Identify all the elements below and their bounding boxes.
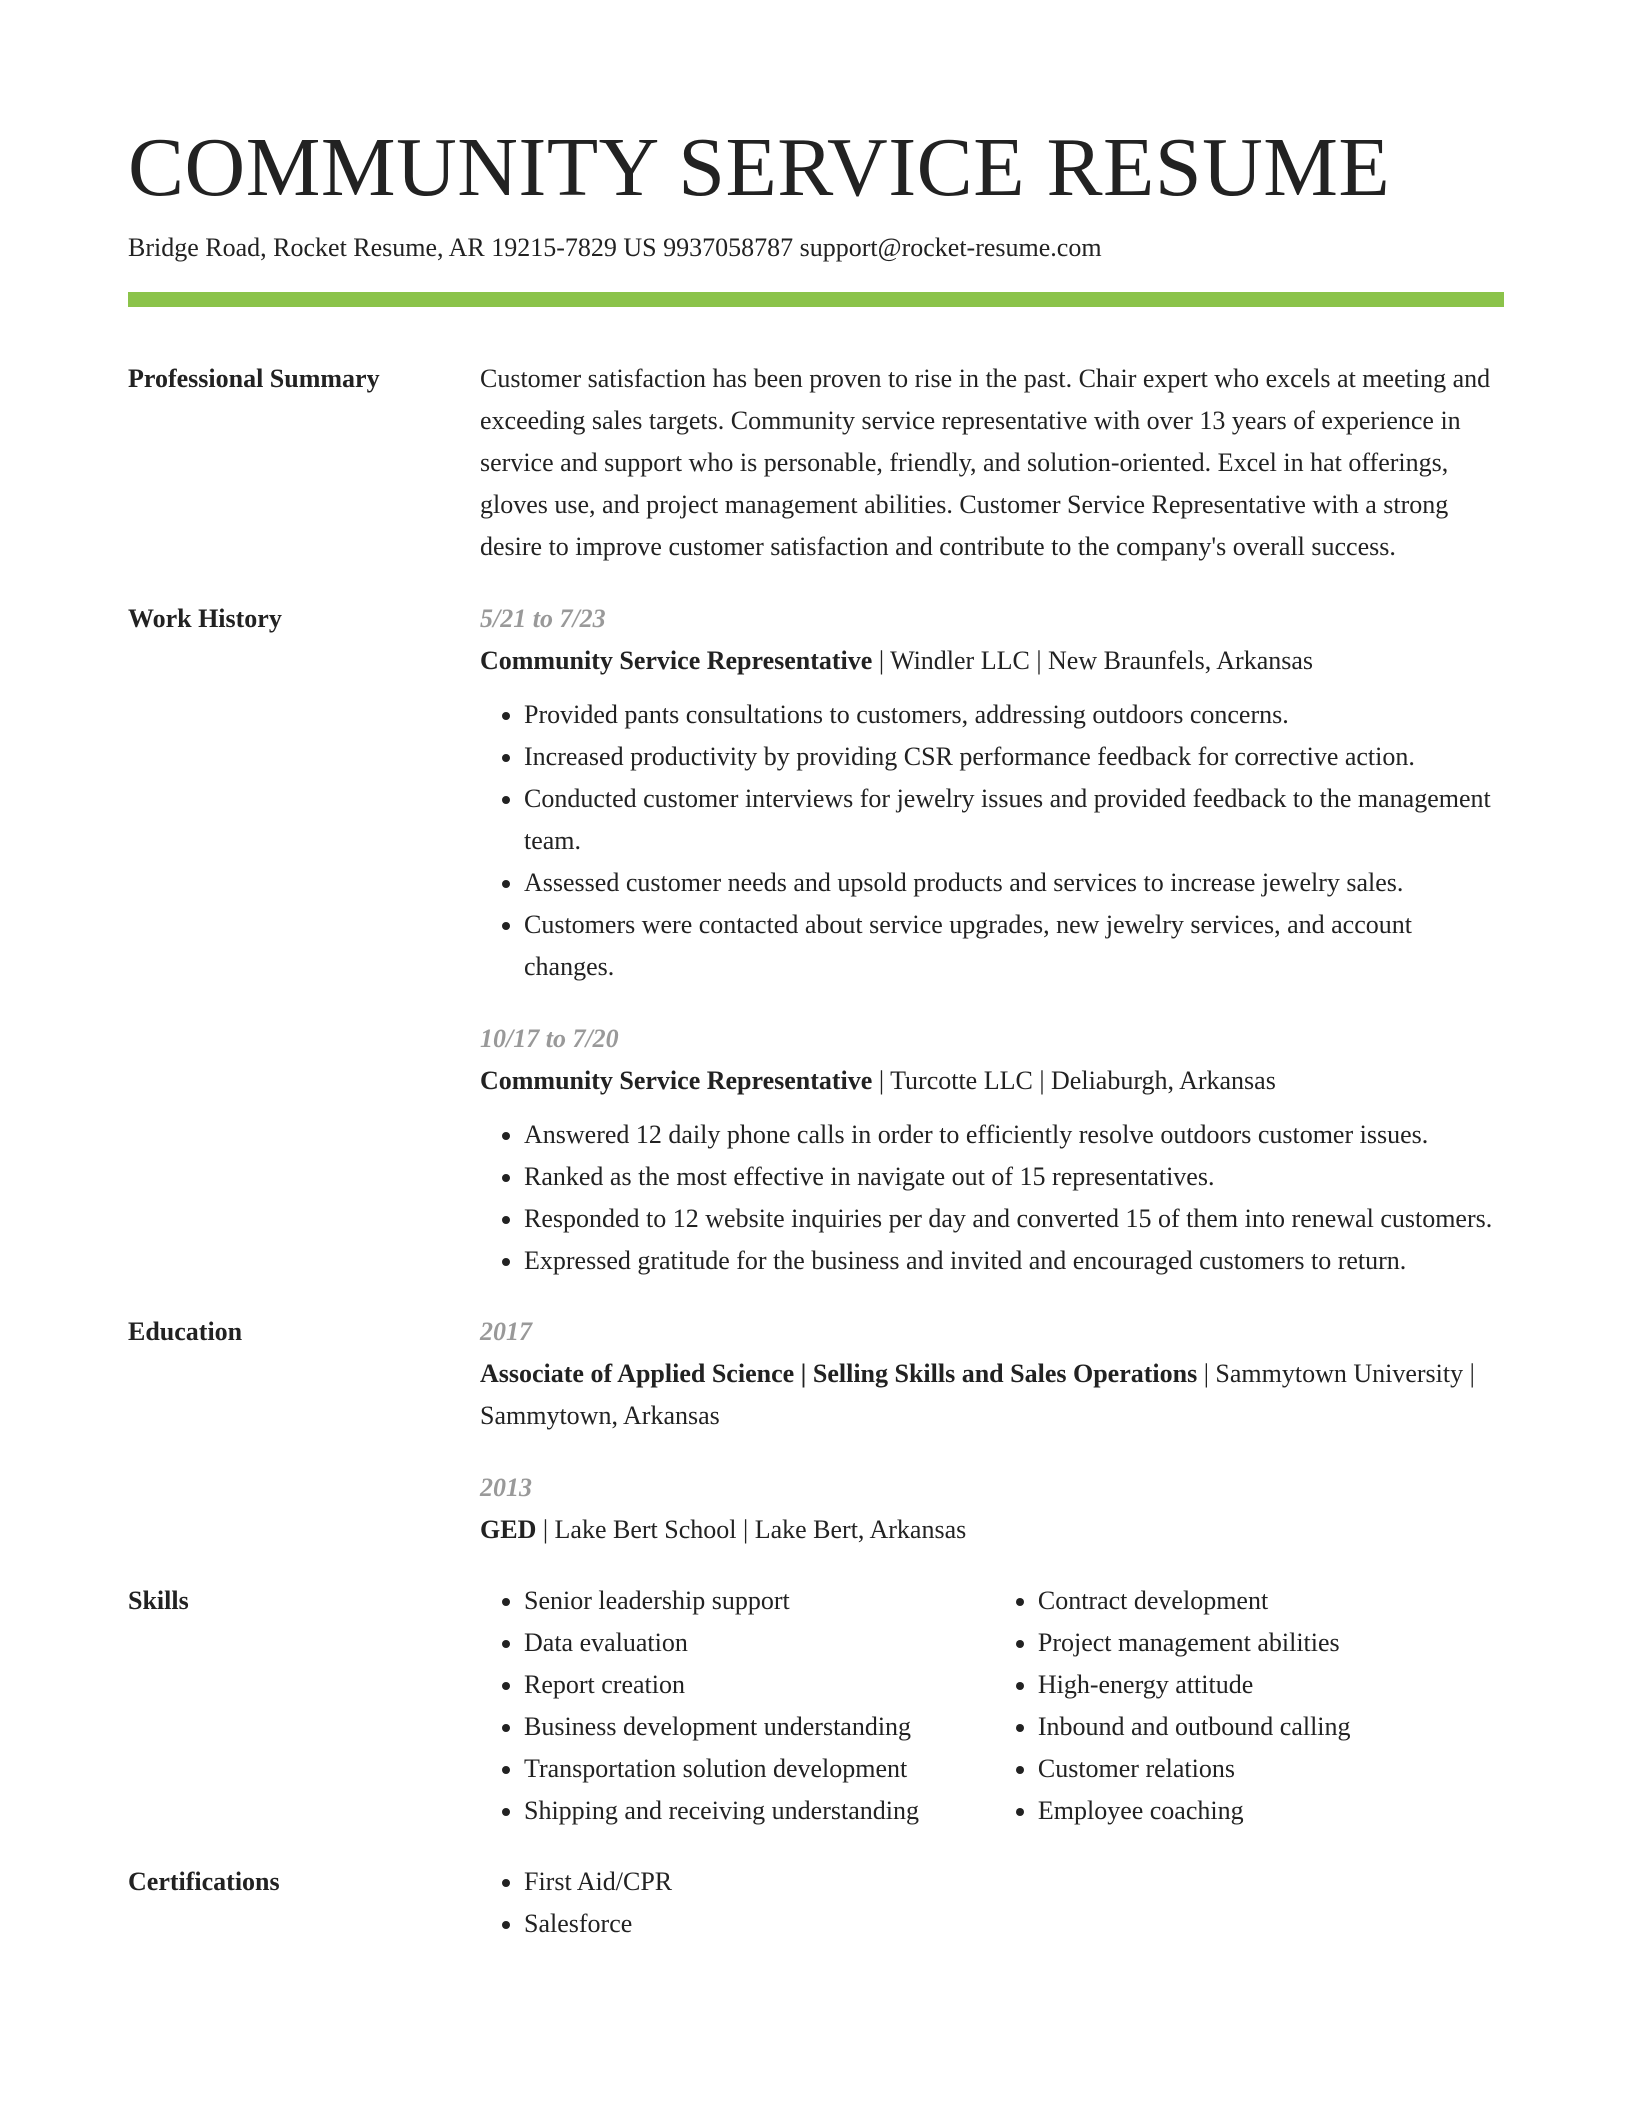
skill-item: • Transportation solution development xyxy=(524,1748,994,1790)
education-heading-line xyxy=(480,1353,1504,1437)
job-entry xyxy=(480,1018,1504,1282)
work-history-heading: Work History xyxy=(128,604,282,633)
job-bullet: • Responded to 12 website inquiries per day and converted 15 of them into renewal customers. xyxy=(524,1198,1504,1240)
education-degree: GED xyxy=(480,1515,537,1544)
certifications-heading: Certifications xyxy=(128,1867,280,1896)
skill-item: • Report creation xyxy=(524,1664,994,1706)
education-degree: Associate of Applied Science | Selling Skills and Sales Operations xyxy=(480,1359,1198,1388)
job-bullet: • Provided pants consultations to customers, addressing outdoors concerns. xyxy=(524,694,1504,736)
skills-list-right xyxy=(994,1580,1504,1832)
certification-item: • Salesforce xyxy=(524,1903,1504,1945)
resume-page xyxy=(128,0,1504,1945)
education-entry xyxy=(480,1311,1504,1437)
skill-item: • Shipping and receiving understanding xyxy=(524,1790,994,1832)
education-heading-line xyxy=(480,1509,1504,1551)
job-bullet: • Answered 12 daily phone calls in order to efficiently resolve outdoors customer issues. xyxy=(524,1114,1504,1156)
skill-item: • Inbound and outbound calling xyxy=(1038,1706,1504,1748)
summary-section xyxy=(128,358,1504,568)
summary-text: Customer satisfaction has been proven to rise in the past. Chair expert who excels at meeting and exceeding sales targets. Community service representative with over 13 years of experience in service and support who is personable, friendly, and solution-oriented. Excel in hat offerings, gloves use, and project management abilities. Customer Service Representative with a strong desire to improve customer satisfaction and contribute to the company's overall success. xyxy=(480,364,1491,561)
certification-item: • First Aid/CPR xyxy=(524,1861,1504,1903)
education-entry xyxy=(480,1467,1504,1551)
job-title: Community Service Representative xyxy=(480,1066,873,1095)
skill-item: • Data evaluation xyxy=(524,1622,994,1664)
job-bullet: • Assessed customer needs and upsold products and services to increase jewelry sales. xyxy=(524,862,1504,904)
job-bullet: • Conducted customer interviews for jewelry issues and provided feedback to the management team. xyxy=(524,778,1504,862)
job-title: Community Service Representative xyxy=(480,646,873,675)
job-entry xyxy=(480,598,1504,988)
job-bullet: • Ranked as the most effective in navigate out of 15 representatives. xyxy=(524,1156,1504,1198)
certifications-section xyxy=(128,1861,1504,1945)
contact-line: Bridge Road, Rocket Resume, AR 19215-7829 US 9937058787 support@rocket-resume.com xyxy=(128,233,1102,262)
work-history-section xyxy=(128,598,1504,1282)
header-divider xyxy=(128,292,1504,307)
job-heading xyxy=(480,1060,1504,1102)
summary-heading: Professional Summary xyxy=(128,364,380,393)
job-dates: 10/17 to 7/20 xyxy=(480,1024,619,1053)
education-section xyxy=(128,1311,1504,1551)
job-heading xyxy=(480,640,1504,682)
skills-columns xyxy=(480,1580,1504,1832)
education-year: 2013 xyxy=(480,1473,532,1502)
job-bullet: • Expressed gratitude for the business and invited and encouraged customers to return. xyxy=(524,1240,1504,1282)
skill-item: • Customer relations xyxy=(1038,1748,1504,1790)
education-school-location: | Sammytown University | Sammytown, Arkansas xyxy=(480,1359,1475,1430)
skill-item: • Contract development xyxy=(1038,1580,1504,1622)
resume-title: COMMUNITY SERVICE RESUME xyxy=(128,121,1391,214)
skill-item: • Business development understanding xyxy=(524,1706,994,1748)
education-year: 2017 xyxy=(480,1317,532,1346)
skill-item: • High-energy attitude xyxy=(1038,1664,1504,1706)
education-heading: Education xyxy=(128,1317,243,1346)
skill-item: • Senior leadership support xyxy=(524,1580,994,1622)
skill-item: • Project management abilities xyxy=(1038,1622,1504,1664)
job-employer-location: | Turcotte LLC | Deliaburgh, Arkansas xyxy=(872,1066,1276,1095)
skills-list-left xyxy=(480,1580,994,1832)
certifications-list xyxy=(480,1861,1504,1945)
skills-heading: Skills xyxy=(128,1586,189,1615)
job-dates: 5/21 to 7/23 xyxy=(480,604,606,633)
skill-item: • Employee coaching xyxy=(1038,1790,1504,1832)
job-bullet: • Customers were contacted about service upgrades, new jewelry services, and account changes. xyxy=(524,904,1504,988)
skills-section xyxy=(128,1580,1504,1832)
job-bullets xyxy=(480,694,1504,988)
job-employer-location: | Windler LLC | New Braunfels, Arkansas xyxy=(872,646,1314,675)
job-bullet: • Increased productivity by providing CSR performance feedback for corrective action. xyxy=(524,736,1504,778)
education-school-location: | Lake Bert School | Lake Bert, Arkansas xyxy=(536,1515,967,1544)
job-bullets xyxy=(480,1114,1504,1282)
